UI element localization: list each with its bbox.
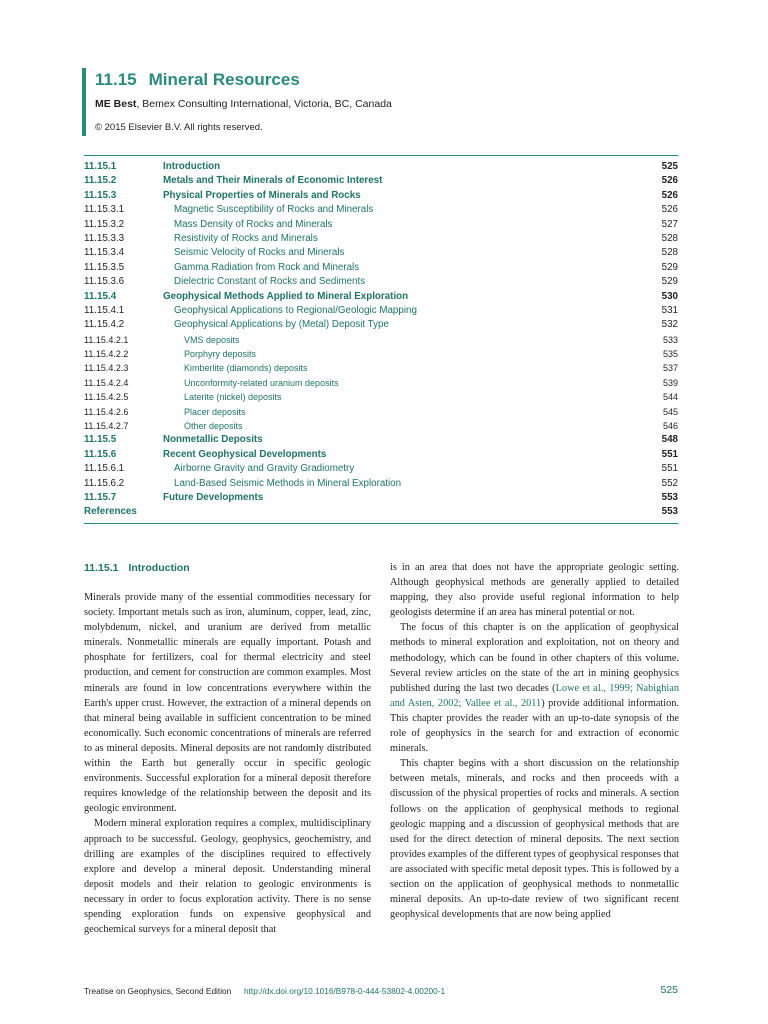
toc-entry-page: 529 <box>661 276 678 288</box>
toc-entry-title[interactable]: Mass Density of Rocks and Minerals <box>174 218 333 230</box>
toc-entry-page: 528 <box>661 232 678 244</box>
toc-entry[interactable] <box>84 189 678 203</box>
toc-entry-page: 546 <box>662 421 678 432</box>
body-paragraph <box>390 620 679 756</box>
toc-entry[interactable] <box>84 462 678 476</box>
toc-entry-number: 11.15.3.4 <box>84 247 125 259</box>
toc-top-rule <box>84 155 678 156</box>
page-number: 525 <box>660 984 678 996</box>
toc-entry-number: 11.15.4.2 <box>84 319 125 331</box>
toc-entry-number: 11.15.3.1 <box>84 204 125 216</box>
toc-entry[interactable] <box>84 390 678 404</box>
toc-entry-number: 11.15.1 <box>84 161 117 172</box>
toc-entry-title[interactable]: Airborne Gravity and Gravity Gradiometry <box>174 463 355 475</box>
toc-entry-title[interactable]: Gamma Radiation from Rock and Minerals <box>174 261 360 273</box>
body-paragraph: Modern mineral exploration requires a complex, multidisciplinary approach to be successful. Geology, geophysics, geochemistry, and drilling are examples of the disciplines required to effectively explore and develop a mineral deposit. Understanding mineral deposit models and their relation to geologic environments is necessary in order to focus exploration activity. There is no sense spending exploration funds on expensive geophysical and geochemical surveys for a mineral deposit that <box>84 818 371 936</box>
body-text: The focus of this chapter is on the application of geophysical methods to mineral exploration and exploitation, not on theory and methodology, which can be found in other chapters of this volume. Several review articles on the state of the art in mining geophysics published during the last two decades ( <box>390 622 679 694</box>
toc-entry-title[interactable]: Magnetic Susceptibility of Rocks and Minerals <box>174 204 374 216</box>
toc-bottom-rule <box>84 523 678 524</box>
toc-entry[interactable] <box>84 218 678 232</box>
doi-link[interactable]: http://dx.doi.org/10.1016/B978-0-444-53802-4.00200-1 <box>244 986 446 996</box>
toc-entry-number: 11.15.4.2.5 <box>84 392 129 403</box>
toc-entry[interactable] <box>84 477 678 491</box>
toc-entry-number: 11.15.4.2.7 <box>84 421 129 432</box>
toc-entry[interactable] <box>84 405 678 419</box>
journal-name: Treatise on Geophysics, Second Edition <box>84 986 232 996</box>
author-name: ME Best <box>95 98 137 110</box>
toc-entry-page: 537 <box>662 363 678 374</box>
chapter-title <box>95 70 300 90</box>
toc-entry-title[interactable]: Porphyry deposits <box>184 349 257 360</box>
toc-entry-number: 11.15.3.3 <box>84 232 125 244</box>
toc-entry-title[interactable]: Unconformity-related uranium deposits <box>184 377 339 388</box>
toc-entry[interactable] <box>84 304 678 318</box>
toc-entry-title[interactable]: Kimberlite (diamonds) deposits <box>184 363 308 374</box>
toc-entry-title[interactable]: Dielectric Constant of Rocks and Sediments <box>174 276 366 288</box>
toc-entry-title[interactable]: Future Developments <box>163 491 264 503</box>
toc-entry-page: 525 <box>661 161 678 172</box>
toc-entry[interactable] <box>84 505 678 519</box>
toc-entry-page: 526 <box>661 175 678 187</box>
toc-entry[interactable] <box>84 333 678 347</box>
toc-entry-title[interactable]: Laterite (nickel) deposits <box>184 392 282 403</box>
toc-entry[interactable] <box>84 361 678 375</box>
toc-entry[interactable] <box>84 419 678 433</box>
toc-entry-number: 11.15.4.2.2 <box>84 349 129 360</box>
toc-entry[interactable] <box>84 232 678 246</box>
toc-entry[interactable] <box>84 433 678 447</box>
body-paragraph: Minerals provide many of the essential commodities necessary for society. Important metals such as iron, aluminum, copper, lead, zinc, molybdenum, nickel, and uranium are derived from metallic minerals. Nonmetallic minerals are equally important. Potash and phosphate for fertilizers, coal for thermal electricity and steel production, and cement for construction are common examples. Most minerals are found in low concentrations everywhere within the Earth's upper crust. However, the extraction of a mineral depends on that mineral being available in sufficient concentration to be mined economically. Such economic concentrations of minerals are referred to as mineral deposits. Mineral deposits are not randomly distributed within the Earth but generally occur in specific geologic environments. Successful exploration for a mineral deposit therefore requires knowledge of the relationship between the deposit and its geologic environment. <box>84 592 371 815</box>
toc-entry-page: 529 <box>661 261 678 273</box>
toc-entry-page: 531 <box>661 304 678 316</box>
toc-entry-number: 11.15.4.2.6 <box>84 406 129 417</box>
page-footer <box>84 985 678 999</box>
body-column-right <box>390 560 679 922</box>
toc-entry-number: 11.15.6 <box>84 448 117 460</box>
section-heading <box>84 562 190 574</box>
chapter-title-text: Mineral Resources <box>148 70 300 89</box>
toc-entry-page: 551 <box>661 463 678 475</box>
toc-entry[interactable] <box>84 448 678 462</box>
toc-entry-page: 544 <box>662 392 678 403</box>
toc-entry-page: 551 <box>661 448 678 460</box>
toc-entry-page: 526 <box>661 204 678 216</box>
toc-entry-title[interactable]: Geophysical Applications to Regional/Geologic Mapping <box>174 304 417 316</box>
toc-entry-title[interactable]: Seismic Velocity of Rocks and Minerals <box>174 247 345 259</box>
toc-entry-title[interactable]: Geophysical Methods Applied to Mineral Exploration <box>163 290 409 302</box>
toc-entry[interactable] <box>84 203 678 217</box>
toc-entry-page: 545 <box>662 406 678 417</box>
toc-entry[interactable] <box>84 174 678 188</box>
toc-entry[interactable] <box>84 318 678 332</box>
toc-entry-title[interactable]: Other deposits <box>184 421 243 432</box>
body-paragraph: is in an area that does not have the appropriate geologic setting. Although geophysical methods are generally applied to detailed mapping, they also provide useful regional information to help geologists determine if an area has mineral potential or not. <box>390 562 679 619</box>
toc-entry-title[interactable]: Nonmetallic Deposits <box>163 434 263 446</box>
toc-entry-number: 11.15.6.2 <box>84 477 125 489</box>
toc-entry-number: 11.15.4.1 <box>84 304 125 316</box>
toc-entry-page: 539 <box>662 377 678 388</box>
toc-entry-number: References <box>84 506 137 518</box>
toc-entry-page: 553 <box>661 491 678 503</box>
toc-entry-page: 532 <box>661 319 678 331</box>
toc-entry-number: 11.15.6.1 <box>84 463 125 475</box>
toc-entry-title[interactable]: Introduction <box>163 161 221 172</box>
toc-entry-page: 552 <box>661 477 678 489</box>
toc-entry-number: 11.15.2 <box>84 175 117 187</box>
toc-entry-number: 11.15.5 <box>84 434 117 446</box>
toc-entry[interactable] <box>84 246 678 260</box>
chapter-accent-bar <box>82 68 86 136</box>
toc-entry-number: 11.15.3.2 <box>84 218 125 230</box>
toc-entry[interactable] <box>84 376 678 390</box>
toc-entry[interactable] <box>84 290 678 304</box>
toc-entry-title[interactable]: Geophysical Applications by (Metal) Deposit Type <box>174 319 389 331</box>
toc-entry-number: 11.15.4.2.1 <box>84 334 129 345</box>
body-column-left <box>84 590 371 937</box>
toc-entry-title[interactable]: Physical Properties of Minerals and Rocks <box>163 189 361 201</box>
toc-entry[interactable] <box>84 275 678 289</box>
toc-entry[interactable] <box>84 160 678 174</box>
toc-entry-page: 530 <box>661 290 678 302</box>
toc-entry-page: 526 <box>661 189 678 201</box>
toc-entry[interactable] <box>84 261 678 275</box>
toc-entry-number: 11.15.7 <box>84 491 117 503</box>
table-of-contents <box>84 160 678 520</box>
toc-entry-title[interactable]: VMS deposits <box>184 334 240 345</box>
toc-entry[interactable] <box>84 347 678 361</box>
chapter-number: 11.15 <box>95 70 137 89</box>
toc-entry[interactable] <box>84 491 678 505</box>
toc-entry-number: 11.15.4 <box>84 290 117 302</box>
toc-entry-number: 11.15.3 <box>84 189 117 201</box>
toc-entry-page: 553 <box>661 506 678 518</box>
toc-entry-page: 548 <box>661 434 678 446</box>
citation-link[interactable]: Lowe et al., 1999; Nabighian and Asten, 2002; Vallee et al., 2011 <box>390 682 679 709</box>
section-title: Introduction <box>128 562 190 574</box>
toc-entry-number: 11.15.3.5 <box>84 261 125 273</box>
toc-entry-title[interactable]: Metals and Their Minerals of Economic Interest <box>163 175 383 187</box>
toc-entry-title[interactable]: Placer deposits <box>184 406 246 417</box>
section-number: 11.15.1 <box>84 562 119 574</box>
copyright-notice: © 2015 Elsevier B.V. All rights reserved. <box>95 122 263 133</box>
body-paragraph: This chapter begins with a short discussion on the relationship between metals, minerals, and rocks and then proceeds with a discussion of the physical properties of rocks and minerals. A section follows on the application of geophysical methods to regional geologic mapping and a discussion of geophysical methods that are used for the direct detection of mineral deposits. The next section provides examples of the different types of geophysical responses that are associated with specific metal deposit types. This is followed by a section on the application of geophysical methods to nonmetallic mineral deposits. An up-to-date review of two significant recent geophysical developments that are now being applied <box>390 758 679 921</box>
toc-entry-number: 11.15.3.6 <box>84 276 125 288</box>
toc-entry-title[interactable]: Resistivity of Rocks and Minerals <box>174 232 318 244</box>
toc-entry-number: 11.15.4.2.3 <box>84 363 129 374</box>
author-line <box>95 98 392 110</box>
author-affiliation: , Bemex Consulting International, Victoria, BC, Canada <box>136 98 392 110</box>
toc-entry-title[interactable]: Recent Geophysical Developments <box>163 448 327 460</box>
toc-entry-page: 528 <box>661 247 678 259</box>
toc-entry-page: 527 <box>661 218 678 230</box>
toc-entry-title[interactable]: Land-Based Seismic Methods in Mineral Exploration <box>174 477 402 489</box>
toc-entry-page: 533 <box>662 334 678 345</box>
body-text: ) provide additional information. This chapter provides the reader with an up-to-date synopsis of the role of geophysics in the search for and extraction of economic minerals. <box>390 697 679 755</box>
toc-entry-page: 535 <box>662 349 678 360</box>
toc-entry-number: 11.15.4.2.4 <box>84 377 129 388</box>
